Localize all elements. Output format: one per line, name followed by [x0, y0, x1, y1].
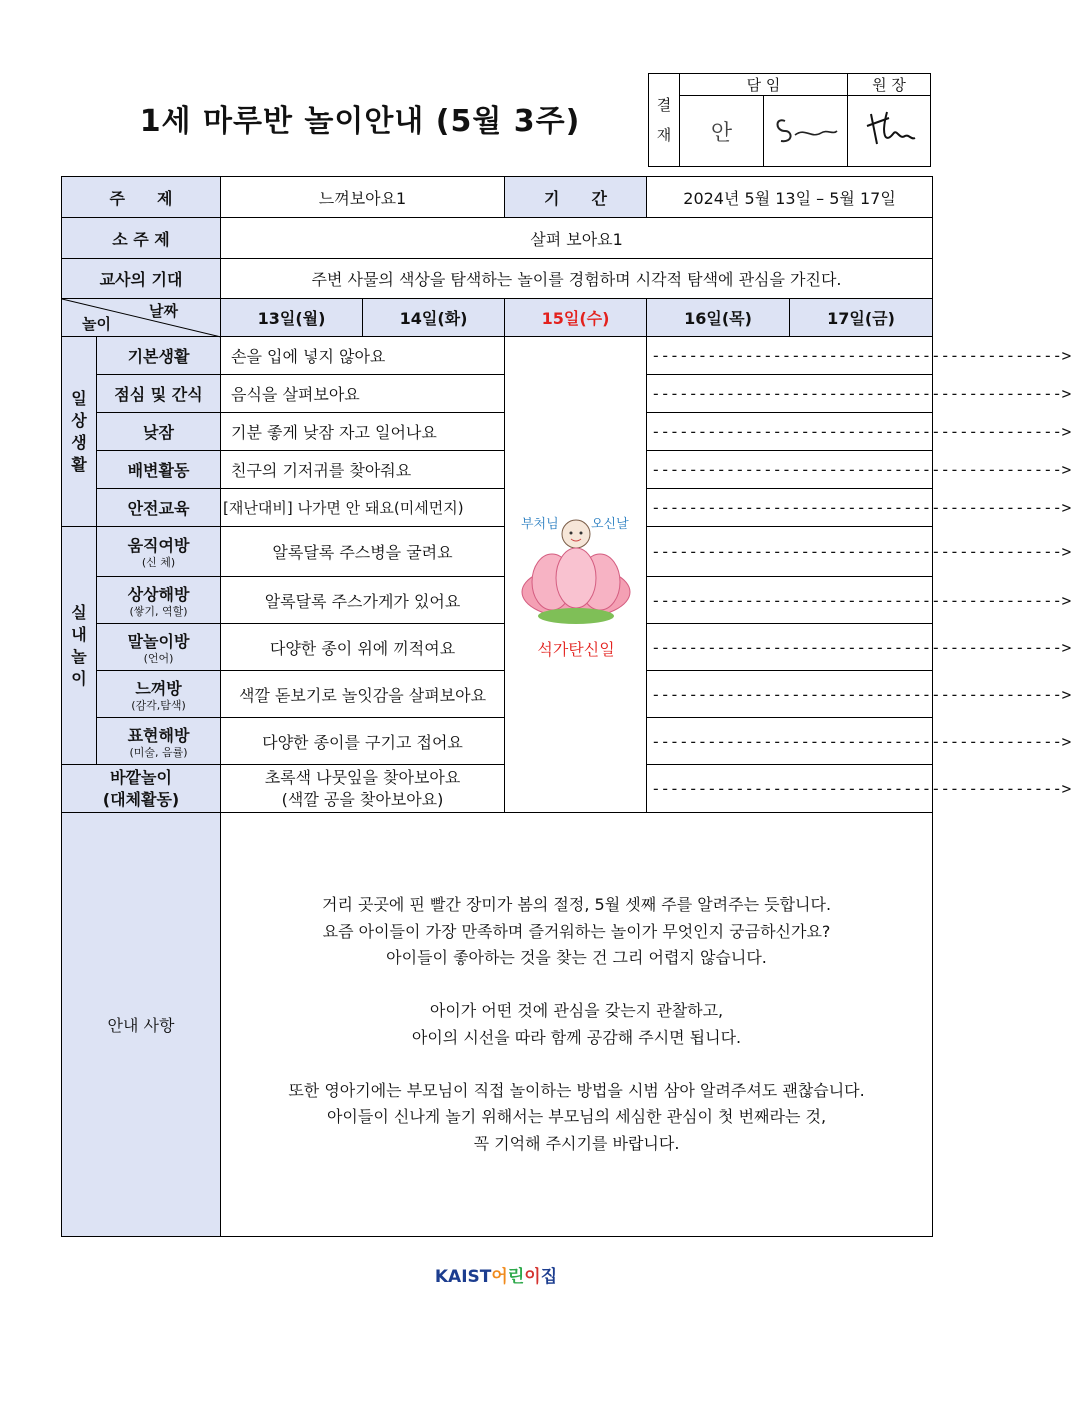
day-1: 13일(월)	[221, 299, 363, 337]
indoor-activity-5: 다양한 종이를 구기고 접어요	[221, 718, 505, 765]
indoor-activity-1: 알록달록 주스병을 굴려요	[221, 527, 505, 577]
arrow-6: -------------------------------------------->	[647, 527, 933, 577]
footer-logo	[0, 1262, 992, 1287]
holiday-cell	[505, 337, 647, 813]
theme-value: 느껴보아요1	[221, 177, 505, 218]
expectation-label: 교사의 기대	[62, 259, 221, 299]
day-5: 17일(금)	[790, 299, 933, 337]
daily-label-3: 낮잠	[97, 413, 221, 451]
theme-label: 주 제	[62, 177, 221, 218]
daily-activity-1: 손을 입에 넣지 않아요	[221, 337, 505, 375]
logo-char-2: 린	[507, 1267, 525, 1287]
notice-text: 거리 곳곳에 핀 빨간 장미가 봄의 절정, 5월 셋째 주를 알려주는 듯합니다. 요즘 아이들이 가장 만족하며 즐거워하는 놀이가 무엇인지 궁금하신가요? 아이들이 좋아하는 것을 찾는 건 그리 어렵지 않습니다. 아이가 어떤 것에 관심을 갖는지 관찰하고, 아이의 시선을 따라 함께 공감해 주시면 됩니다. 또한 영아기에는 부모님이 직접 놀이하는 방법을 시범 삼아 알려주셔도 괜찮습니다. 아이들이 신나게 놀기 위해서는 부모님의 세심한 관심이 첫 번째라는 것, 꼭 기억해 주시기를 바랍니다.	[221, 813, 933, 1237]
approval-label: 결 재	[649, 74, 680, 167]
indoor-activity-4: 색깔 돋보기로 놀잇감을 살펴보아요	[221, 671, 505, 718]
daily-activity-5: [재난대비] 나가면 안 돼요(미세먼지)	[221, 489, 505, 527]
outdoor-label: 바깥놀이 (대체활동)	[62, 765, 221, 813]
daily-activity-2: 음식을 살펴보아요	[221, 375, 505, 413]
logo-char-4: 집	[540, 1267, 558, 1287]
logo-char-3: 이	[524, 1267, 541, 1287]
diag-play-label: 놀이	[82, 315, 111, 333]
indoor-label-2: 상상해방 (쌓기, 역할)	[97, 577, 221, 624]
badge-right: 오신날	[591, 517, 629, 532]
arrow-4: -------------------------------------------->	[647, 451, 933, 489]
indoor-activity-3: 다양한 종이 위에 끼적여요	[221, 624, 505, 671]
buddha-lotus-icon	[517, 512, 635, 627]
notice-label: 안내 사항	[62, 813, 221, 1237]
signature-director	[848, 96, 931, 167]
subtheme-value: 살펴 보아요1	[221, 218, 933, 259]
plan-table	[61, 176, 1071, 1237]
arrow-5: -------------------------------------------->	[647, 489, 933, 527]
expectation-value: 주변 사물의 색상을 탐색하는 놀이를 경험하며 시각적 탐색에 관심을 가진다.	[221, 259, 933, 299]
arrow-3: -------------------------------------------->	[647, 413, 933, 451]
daily-label-5: 안전교육	[97, 489, 221, 527]
outdoor-activity: 초록색 나뭇잎을 찾아보아요 (색깔 공을 찾아보아요)	[221, 765, 505, 813]
page-title: 1세 마루반 놀이안내 (5월 3주)	[139, 104, 581, 139]
daily-label-4: 배변활동	[97, 451, 221, 489]
signature-teacher-1: 안	[680, 96, 764, 167]
daily-activity-3: 기분 좋게 낮잠 자고 일어나요	[221, 413, 505, 451]
period-value: 2024년 5월 13일 – 5월 17일	[647, 177, 933, 218]
daily-label-2: 점심 및 간식	[97, 375, 221, 413]
arrow-9: -------------------------------------------->	[647, 671, 933, 718]
daily-label-1: 기본생활	[97, 337, 221, 375]
diagonal-header	[62, 299, 221, 337]
signature-teacher-2	[764, 96, 848, 167]
diag-date-label: 날짜	[149, 302, 179, 320]
period-label: 기 간	[505, 177, 647, 218]
arrow-1: -------------------------------------------->	[647, 337, 933, 375]
holiday-name: 석가탄신일	[537, 640, 615, 659]
arrow-8: -------------------------------------------->	[647, 624, 933, 671]
day-2: 14일(화)	[363, 299, 505, 337]
arrow-2: -------------------------------------------->	[647, 375, 933, 413]
logo-kaist: KAIST	[434, 1267, 492, 1287]
indoor-activity-2: 알록달록 주스가게가 있어요	[221, 577, 505, 624]
subtheme-label: 소 주 제	[62, 218, 221, 259]
teacher-header: 담 임	[680, 74, 848, 96]
badge-left: 부처님	[521, 517, 559, 532]
daily-activity-4: 친구의 기저귀를 찾아줘요	[221, 451, 505, 489]
day-4: 16일(목)	[647, 299, 790, 337]
logo-char-1: 어	[491, 1267, 508, 1287]
arrow-7: -------------------------------------------->	[647, 577, 933, 624]
arrow-10: -------------------------------------------->	[647, 718, 933, 765]
indoor-label-3: 말놀이방 (언어)	[97, 624, 221, 671]
indoor-play-group: 실 내 놀 이	[62, 527, 97, 765]
director-header: 원 장	[848, 74, 931, 96]
indoor-label-5: 표현해방 (미술, 음률)	[97, 718, 221, 765]
daily-life-group: 일 상 생 활	[62, 337, 97, 527]
indoor-label-4: 느껴방 (감각,탐색)	[97, 671, 221, 718]
arrow-11: -------------------------------------------->	[647, 765, 933, 813]
day-3: 15일(수)	[505, 299, 647, 337]
approval-box	[648, 73, 931, 167]
indoor-label-1: 움직여방 (신 체)	[97, 527, 221, 577]
